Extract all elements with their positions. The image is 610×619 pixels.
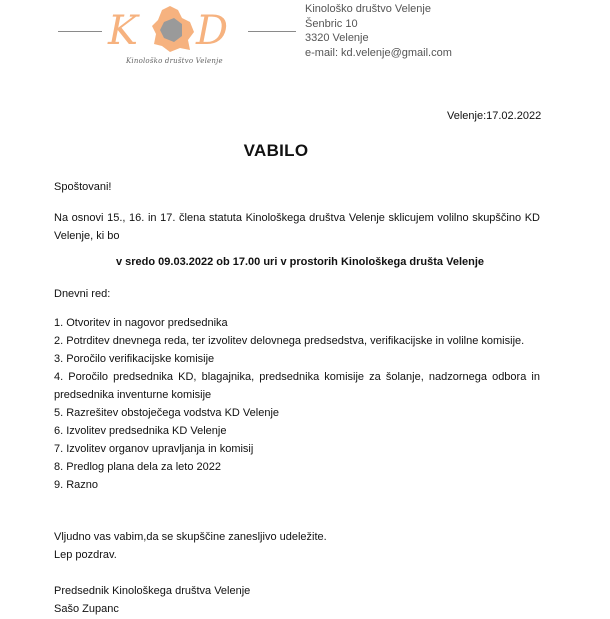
- kd-logo-graphic: [104, 4, 244, 56]
- contact-block: [305, 2, 452, 60]
- signature-role: Predsednik Kinološkega društva Velenje: [54, 585, 251, 597]
- agenda-item: 8. Predlog plana dela za leto 2022: [54, 461, 221, 473]
- agenda-item: 7. Izvolitev organov upravljanja in komisij: [54, 443, 254, 455]
- agenda-item: 1. Otvoritev in nagovor predsednika: [54, 317, 228, 329]
- logo-right-rule: [248, 31, 296, 32]
- svg-text:K: K: [108, 8, 138, 54]
- document-title: VABILO: [243, 141, 309, 160]
- logo-left-rule: [58, 31, 102, 32]
- regards-text: Lep pozdrav.: [54, 549, 117, 561]
- meeting-details: v sredo 09.03.2022 ob 17.00 uri v prostorih Kinološkega društa Velenje: [115, 256, 485, 268]
- signature-name: Sašo Zupanc: [54, 603, 119, 615]
- agenda-item: 9. Razno: [54, 479, 99, 491]
- logo-caption: Kinološko društvo Velenje: [126, 57, 223, 65]
- agenda-item: 5. Razrešitev obstoječega vodstva KD Velenje: [54, 407, 280, 419]
- agenda-item: 4. Poročilo predsednika KD, blagajnika, predsednika komisije za šolanje, nadzornega odbora in predsednika inventurne komisije: [54, 371, 540, 401]
- date-line: Velenje:17.02.2022: [447, 110, 542, 122]
- svg-text:D: D: [196, 8, 229, 54]
- agenda-list: [54, 314, 540, 494]
- agenda-label: Dnevni red:: [54, 288, 111, 300]
- contact-street: Šenbric 10: [305, 17, 358, 30]
- agenda-item: 2. Potrditev dnevnega reda, ter izvolitev delovnega predsedstva, verifikacijske in volilne komisije.: [54, 335, 525, 347]
- agenda-item: 6. Izvolitev predsednika KD Velenje: [54, 425, 227, 437]
- closing-text: Vljudno vas vabim,da se skupščine zanesljivo udeležite.: [54, 531, 327, 543]
- contact-email: e-mail: kd.velenje@gmail.com: [305, 46, 452, 59]
- agenda-item: 3. Poročilo verifikacijske komisije: [54, 353, 215, 365]
- intro-paragraph: Na osnovi 15., 16. in 17. člena statuta Kinološkega društva Velenje sklicujem volilno skupščino KD Velenje, ki bo: [54, 212, 540, 242]
- contact-name: Kinološko društvo Velenje: [305, 3, 431, 15]
- kd-logo: [58, 4, 298, 70]
- contact-city: 3320 Velenje: [305, 32, 369, 44]
- greeting: Spoštovani!: [54, 181, 112, 193]
